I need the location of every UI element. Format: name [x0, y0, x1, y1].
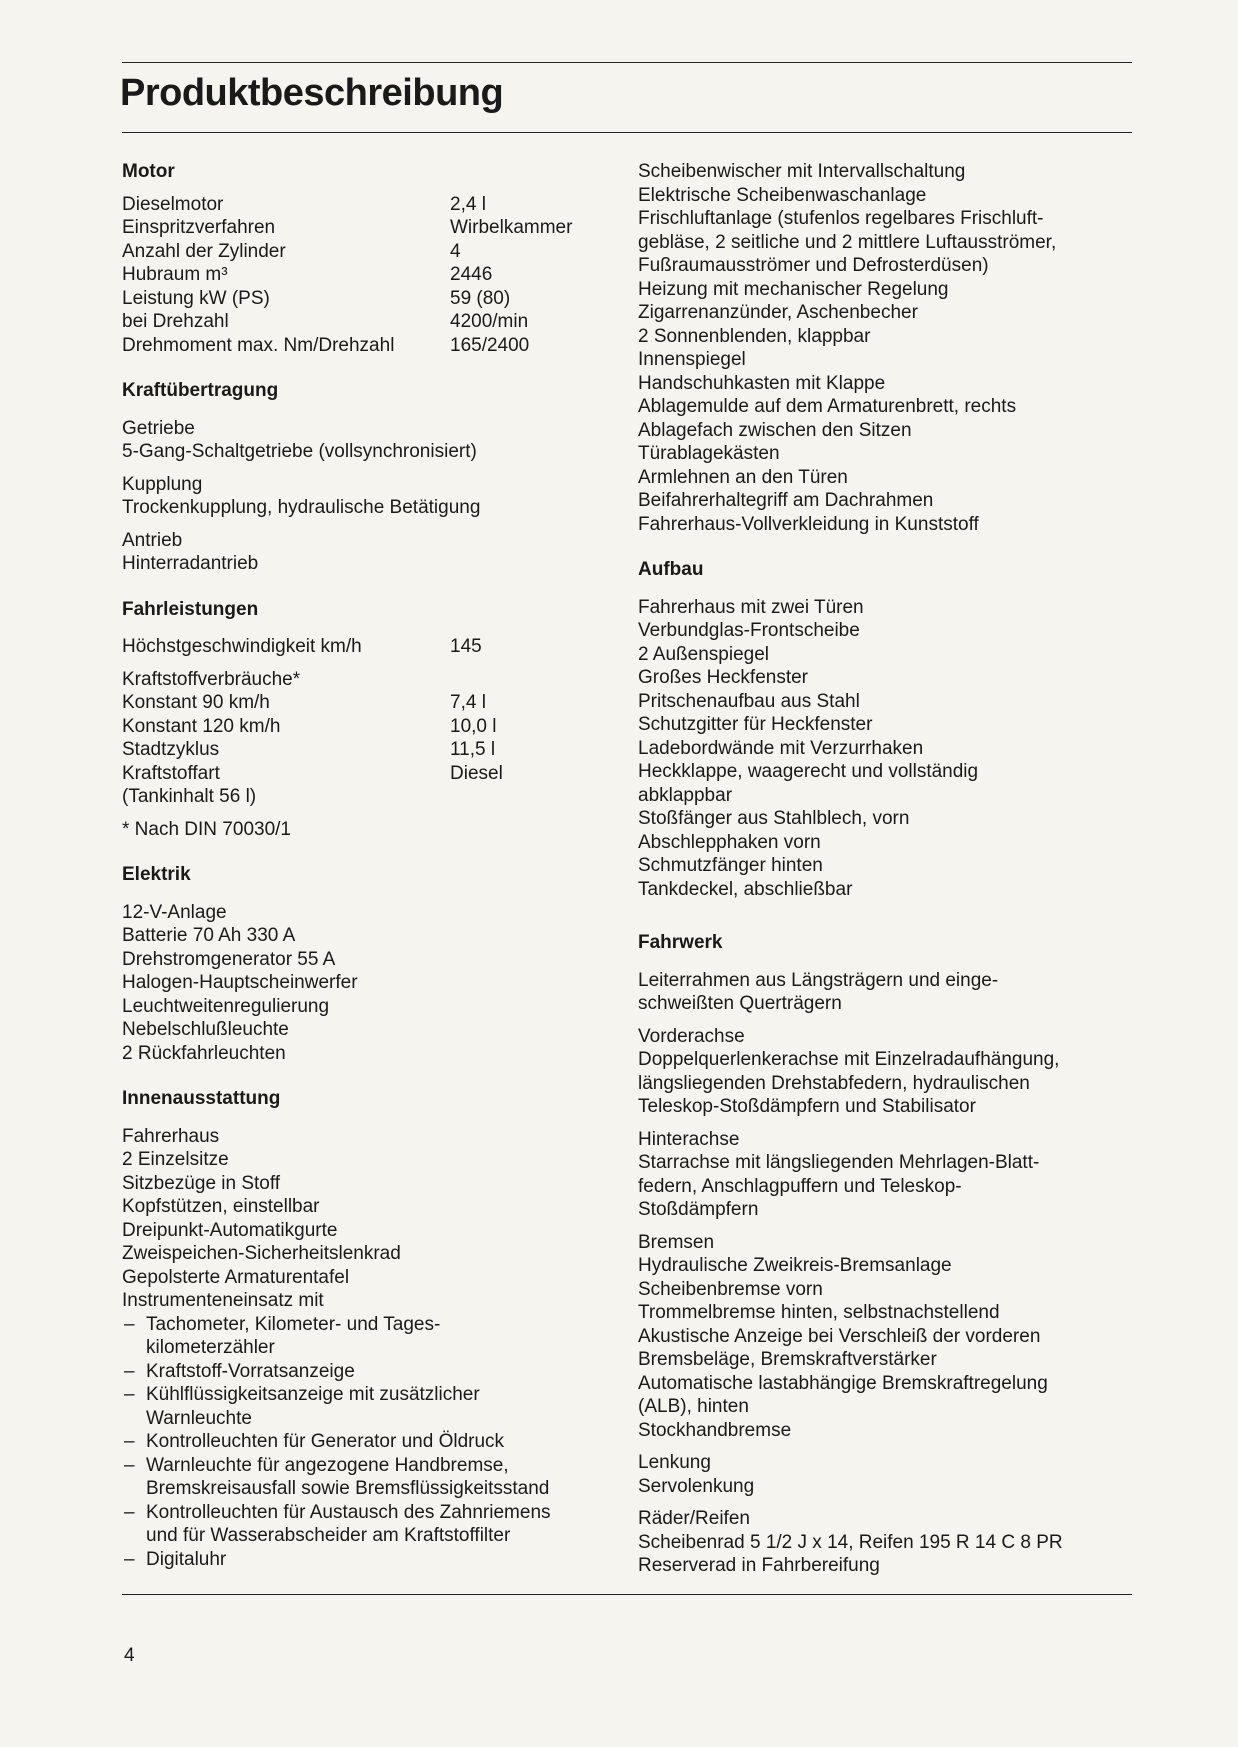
- fahrwerk-item: Leiterrahmen aus Längsträgern und einge-: [638, 969, 999, 991]
- lenkung-group: [638, 1451, 1138, 1498]
- spec-value: Diesel: [450, 762, 503, 784]
- bullet-text: Kühlflüssigkeitsanzeige mit zusätzlicher: [146, 1384, 480, 1405]
- left-column: [122, 160, 612, 1571]
- innen-item: 2 Sonnenblenden, klappbar: [638, 325, 871, 347]
- spec-label: Anzahl der Zylinder: [122, 240, 286, 262]
- innen-item: Dreipunkt-Automatikgurte: [122, 1219, 338, 1241]
- innen-item: Sitzbezüge in Stoff: [122, 1172, 281, 1194]
- spec-row: [122, 334, 612, 358]
- fahrwerk-item: Bremsbeläge, Bremskraftverstärker: [638, 1349, 937, 1370]
- fahrwerk-item: schweißten Querträgern: [638, 993, 842, 1014]
- title-rule: [122, 132, 1132, 133]
- spec-value: 11,5 l: [450, 739, 496, 760]
- innen-item: Fahrerhaus: [122, 1125, 220, 1147]
- spec-value: 145: [450, 636, 482, 657]
- bullet-dash: –: [124, 1548, 135, 1570]
- innen-item: gebläse, 2 seitliche und 2 mittlere Luftausströmer,: [638, 231, 1057, 253]
- verbrauch-specs: [122, 691, 612, 785]
- spec-row: [122, 691, 612, 715]
- bullet-dash: [122, 1477, 146, 1501]
- bullet-item: [122, 1313, 612, 1337]
- bullet-dash: [122, 1524, 146, 1548]
- innen-item: Innenspiegel: [638, 349, 746, 370]
- aufbau-item: Abschlepphaken vorn: [638, 831, 821, 853]
- innen-item: Armlehnen an den Türen: [638, 466, 848, 488]
- bullet-item: [122, 1501, 612, 1525]
- spec-row: [122, 310, 612, 334]
- elektrik-item: Nebelschlußleuchte: [122, 1019, 289, 1040]
- fahrwerk-item: Hinterachse: [638, 1128, 740, 1150]
- fahrwerk-item: Stockhandbremse: [638, 1419, 792, 1441]
- innen-item: Frischluftanlage (stufenlos regelbares Frischluft-: [638, 208, 1044, 229]
- bottom-rule: [122, 1594, 1132, 1595]
- spec-label: Dieselmotor: [122, 193, 224, 215]
- bullet-dash: –: [124, 1454, 135, 1476]
- page-title: Produktbeschreibung: [120, 72, 504, 114]
- fahrwerk-heading: Fahrwerk: [638, 932, 723, 953]
- bullet-text: Digitaluhr: [146, 1548, 227, 1570]
- spec-label: bei Drehzahl: [122, 311, 229, 332]
- bullet-dash: –: [124, 1384, 135, 1405]
- elektrik-item: 2 Rückfahrleuchten: [122, 1042, 286, 1064]
- innen-item: Ablagemulde auf dem Armaturenbrett, rechts: [638, 396, 1017, 417]
- spec-row: [122, 738, 612, 762]
- spec-value: 59 (80): [450, 287, 511, 309]
- spec-label: Konstant 90 km/h: [122, 692, 270, 713]
- elektrik-list: [122, 901, 612, 1066]
- innen-item: Fahrerhaus-Vollverkleidung in Kunststoff: [638, 513, 979, 535]
- spec-row: [122, 263, 612, 287]
- elektrik-heading: Elektrik: [122, 864, 191, 885]
- instrumente-list: [122, 1313, 612, 1572]
- fahrwerk-item: Lenkung: [638, 1452, 711, 1473]
- bullet-dash: –: [124, 1360, 135, 1382]
- fahrwerk-item: Vorderachse: [638, 1025, 745, 1047]
- elektrik-item: Leuchtweitenregulierung: [122, 995, 330, 1017]
- spec-label: Einspritzverfahren: [122, 217, 276, 238]
- bullet-text: Tachometer, Kilometer- und Tages-: [146, 1313, 441, 1335]
- spec-value: 2446: [450, 264, 493, 285]
- spec-label: Drehmoment max. Nm/Drehzahl: [122, 334, 395, 356]
- spec-label: Kraftstoffart: [122, 762, 220, 784]
- fahrwerk-item: Servolenkung: [638, 1475, 755, 1497]
- fahrwerk-item: Automatische lastabhängige Bremskraftregelung: [638, 1372, 1048, 1394]
- bremsen-group: [638, 1231, 1138, 1443]
- spec-label: Konstant 120 km/h: [122, 715, 281, 737]
- right-column: [638, 160, 1138, 1578]
- bullet-item: [122, 1383, 612, 1407]
- aufbau-item: Stoßfänger aus Stahlblech, vorn: [638, 808, 910, 829]
- innen-item: Ablagefach zwischen den Sitzen: [638, 419, 912, 441]
- aufbau-item: Großes Heckfenster: [638, 667, 808, 688]
- spec-label: Stadtzyklus: [122, 739, 220, 760]
- spec-row: [122, 287, 612, 311]
- bullet-item: [122, 1336, 612, 1360]
- bullet-dash: –: [124, 1501, 135, 1523]
- verbrauch-label: Kraftstoffverbräuche*: [122, 668, 301, 690]
- bullet-dash: [122, 1336, 146, 1360]
- kupplung-label: Kupplung: [122, 473, 203, 495]
- bullet-text: und für Wasserabscheider am Kraftstoffilter: [146, 1525, 511, 1546]
- fahrwerk-item: Hydraulische Zweikreis-Bremsanlage: [638, 1255, 952, 1276]
- fahrwerk-item: Trommelbremse hinten, selbstnachstellend: [638, 1302, 1000, 1323]
- bullet-item: [122, 1430, 612, 1454]
- bullet-text: kilometerzähler: [146, 1337, 275, 1358]
- bullet-text: Kraftstoff-Vorratsanzeige: [146, 1360, 355, 1382]
- spec-value: 7,4 l: [450, 692, 486, 713]
- innen-item: Türablagekästen: [638, 443, 780, 464]
- bullet-item: [122, 1360, 612, 1384]
- fahrwerk-item: Scheibenbremse vorn: [638, 1278, 823, 1300]
- aufbau-item: Pritschenaufbau aus Stahl: [638, 690, 860, 712]
- bullet-text: Bremskreisausfall sowie Bremsflüssigkeitsstand: [146, 1478, 550, 1499]
- spec-row: [122, 240, 612, 264]
- rahmen-group: [638, 969, 1138, 1016]
- aufbau-item: 2 Außenspiegel: [638, 643, 769, 665]
- innen-item: Gepolsterte Armaturentafel: [122, 1266, 350, 1288]
- bullet-dash: –: [124, 1431, 135, 1452]
- innenausstattung-heading: Innenausstattung: [122, 1088, 281, 1109]
- aufbau-list: [638, 596, 1138, 902]
- aufbau-item: Fahrerhaus mit zwei Türen: [638, 596, 864, 618]
- fahrwerk-item: Räder/Reifen: [638, 1508, 750, 1529]
- innen-item: Beifahrerhaltegriff am Dachrahmen: [638, 490, 934, 511]
- spec-row: [122, 762, 612, 786]
- fahrwerk-item: Scheibenrad 5 1/2 J x 14, Reifen 195 R 14 C 8 PR: [638, 1531, 1063, 1553]
- aufbau-item: Schmutzfänger hinten: [638, 855, 823, 876]
- aufbau-item: abklappbar: [638, 784, 733, 806]
- elektrik-item: Halogen-Hauptscheinwerfer: [122, 972, 358, 993]
- aufbau-item: Heckklappe, waagerecht und vollständig: [638, 761, 979, 782]
- motor-heading: Motor: [122, 161, 175, 182]
- hoechstgeschwindigkeit-row: [122, 635, 612, 659]
- bullet-text: Warnleuchte für angezogene Handbremse,: [146, 1454, 509, 1476]
- bullet-item: [122, 1524, 612, 1548]
- raeder-group: [638, 1507, 1138, 1578]
- bullet-text: Warnleuchte: [146, 1407, 252, 1429]
- bullet-dash: [122, 1407, 146, 1431]
- aufbau-heading: Aufbau: [638, 559, 704, 580]
- innen-item: Heizung mit mechanischer Regelung: [638, 278, 949, 300]
- spec-value: Wirbelkammer: [450, 217, 573, 238]
- fahrwerk-item: Teleskop-Stoßdämpfern und Stabilisator: [638, 1096, 976, 1117]
- bullet-dash: –: [124, 1313, 135, 1335]
- kupplung-value: Trockenkupplung, hydraulische Betätigung: [122, 497, 481, 518]
- fahrwerk-item: Reserverad in Fahrbereifung: [638, 1555, 880, 1576]
- bullet-item: [122, 1548, 612, 1572]
- spec-row: [122, 193, 612, 217]
- innenausstattung-continued: [638, 160, 1138, 536]
- bullet-item: [122, 1454, 612, 1478]
- din-footnote: * Nach DIN 70030/1: [122, 818, 291, 840]
- fahrleistungen-heading: Fahrleistungen: [122, 598, 259, 620]
- aufbau-item: Tankdeckel, abschließbar: [638, 878, 853, 900]
- fahrwerk-item: Starrachse mit längsliegenden Mehrlagen-Blatt-: [638, 1152, 1040, 1173]
- innen-item: Scheibenwischer mit Intervallschaltung: [638, 161, 966, 182]
- spec-value: 165/2400: [450, 334, 530, 356]
- fahrwerk-item: Doppelquerlenkerachse mit Einzelradaufhängung,: [638, 1049, 1060, 1070]
- getriebe-value: 5-Gang-Schaltgetriebe (vollsynchronisiert): [122, 441, 477, 462]
- bullet-item: [122, 1407, 612, 1431]
- bullet-text: Kontrolleuchten für Austausch des Zahnriemens: [146, 1501, 551, 1523]
- spec-value: 2,4 l: [450, 193, 486, 215]
- fahrwerk-item: Bremsen: [638, 1231, 715, 1253]
- spec-value: 4: [450, 240, 461, 262]
- getriebe-label: Getriebe: [122, 417, 195, 439]
- fahrwerk-item: Akustische Anzeige bei Verschleiß der vorderen: [638, 1325, 1041, 1347]
- antrieb-value: Hinterradantrieb: [122, 553, 259, 574]
- innen-item: Zweispeichen-Sicherheitslenkrad: [122, 1243, 401, 1264]
- kraftuebertragung-heading: Kraftübertragung: [122, 380, 279, 401]
- fahrwerk-item: Stoßdämpfern: [638, 1199, 759, 1220]
- innen-item: Fußraumausströmer und Defrosterdüsen): [638, 255, 989, 276]
- spec-row: [122, 216, 612, 240]
- spec-value: 4200/min: [450, 311, 529, 332]
- spec-label: Höchstgeschwindigkeit km/h: [122, 636, 362, 657]
- spec-label: Leistung kW (PS): [122, 287, 270, 309]
- hinterachse-group: [638, 1128, 1138, 1222]
- innen-item: Zigarrenanzünder, Aschenbecher: [638, 302, 918, 323]
- fahrwerk-item: federn, Anschlagpuffern und Teleskop-: [638, 1175, 962, 1197]
- antrieb-label: Antrieb: [122, 529, 183, 551]
- aufbau-item: Verbundglas-Frontscheibe: [638, 620, 860, 641]
- fahrwerk-item: längsliegenden Drehstabfedern, hydraulischen: [638, 1072, 1030, 1094]
- bullet-text: Kontrolleuchten für Generator und Öldruck: [146, 1431, 505, 1452]
- spec-label: Hubraum m³: [122, 264, 228, 285]
- innen-item: Instrumenteneinsatz mit: [122, 1290, 324, 1311]
- aufbau-item: Schutzgitter für Heckfenster: [638, 714, 873, 735]
- innen-item: Handschuhkasten mit Klappe: [638, 372, 886, 394]
- elektrik-item: 12-V-Anlage: [122, 901, 227, 923]
- elektrik-item: Batterie 70 Ah 330 A: [122, 925, 296, 946]
- elektrik-item: Drehstromgenerator 55 A: [122, 948, 336, 970]
- fahrwerk-item: (ALB), hinten: [638, 1396, 749, 1417]
- tankinhalt: (Tankinhalt 56 l): [122, 786, 257, 807]
- aufbau-item: Ladebordwände mit Verzurrhaken: [638, 737, 924, 759]
- innen-item: Elektrische Scheibenwaschanlage: [638, 184, 927, 206]
- motor-specs: [122, 193, 612, 358]
- innen-item: 2 Einzelsitze: [122, 1149, 229, 1170]
- spec-value: 10,0 l: [450, 715, 497, 737]
- innen-item: Kopfstützen, einstellbar: [122, 1196, 320, 1217]
- page-number: 4: [124, 1645, 135, 1666]
- top-rule: [122, 62, 1132, 63]
- bullet-item: [122, 1477, 612, 1501]
- vorderachse-group: [638, 1025, 1138, 1119]
- innenausstattung-list: [122, 1125, 612, 1313]
- spec-row: [122, 715, 612, 739]
